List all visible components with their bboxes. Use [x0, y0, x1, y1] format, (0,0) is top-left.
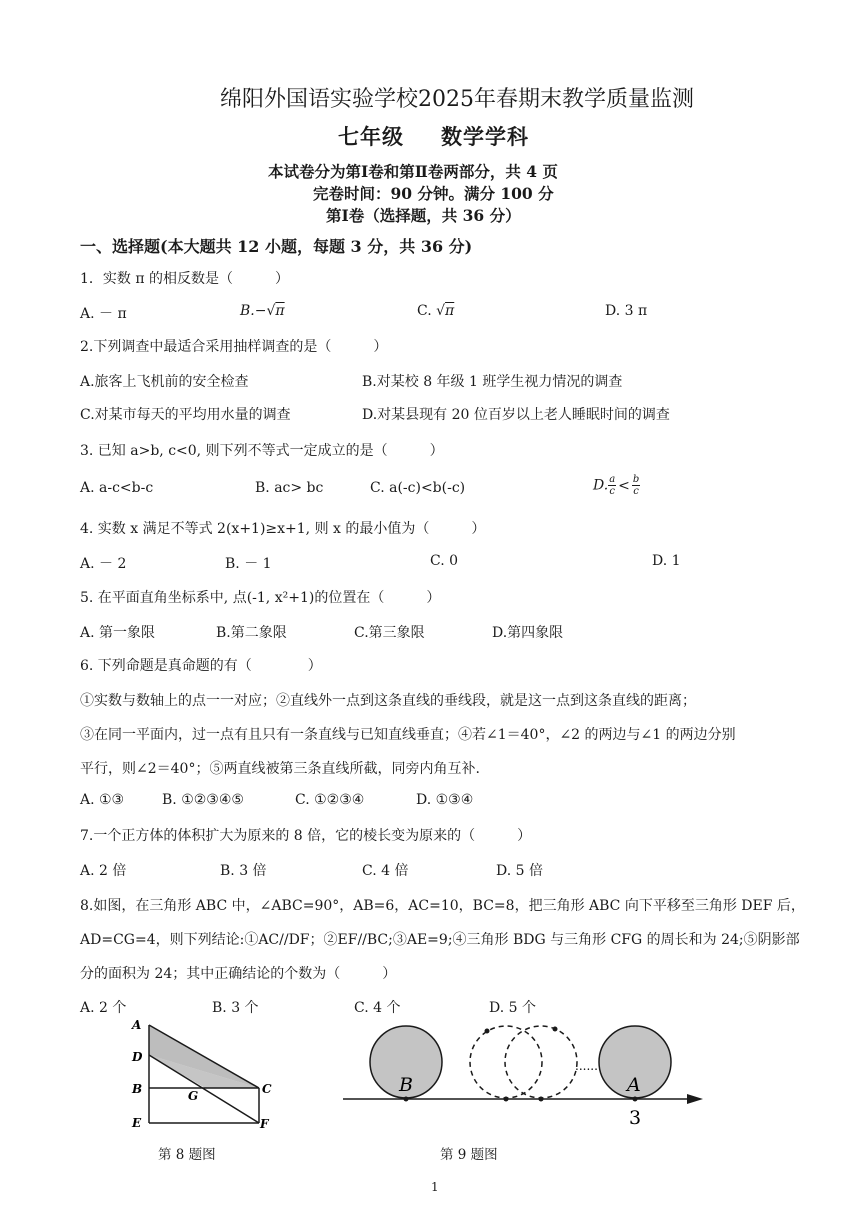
question-8-option-b: B. 3 个 [212, 1000, 259, 1016]
question-2-option-a: A.旅客上飞机前的安全检查 [80, 374, 249, 390]
question-5-option-b: B.第二象限 [216, 625, 287, 641]
question-7-option-a: A. 2 倍 [80, 863, 127, 879]
question-3-option-d: D. $\frac{a}{c}$ < $\frac{b}{c}$ [593, 474, 640, 497]
contact-point-2 [539, 1097, 544, 1102]
label-e: E [132, 1116, 142, 1130]
question-7-option-c: C. 4 倍 [362, 863, 409, 879]
question-1-option-b: B.−√π [240, 303, 285, 319]
question-7-option-b: B. 3 倍 [220, 863, 267, 879]
exam-info-pages: 本试卷分为第Ⅰ卷和第Ⅱ卷两部分，共 4 页 [268, 162, 558, 181]
question-1-stem: 1．实数 π 的相反数是（ ） [80, 271, 290, 287]
question-8-line-1: 8.如图，在三角形 ABC 中，∠ABC=90°，AB=6，AC=10，BC=8，把三角形 ABC 向下平移至三角形 DEF 后， [80, 898, 805, 914]
label-a: A [132, 1018, 142, 1032]
question-6-option-d: D. ①③④ [416, 792, 474, 808]
figure-9-caption: 第 9 题图 [440, 1147, 498, 1163]
question-6-option-b: B. ①②③④⑤ [162, 792, 244, 808]
question-5-option-d: D.第四象限 [492, 625, 564, 641]
page-number: 1 [431, 1180, 439, 1194]
question-5-option-c: C.第三象限 [354, 625, 425, 641]
question-4-stem: 4. 实数 x 满足不等式 2(x+1)≥x+1, 则 x 的最小值为（ ） [80, 521, 486, 537]
question-3-option-a: A. a-c<b-c [80, 480, 154, 496]
point-b [404, 1097, 409, 1102]
question-2-option-c: C.对某市每天的平均用水量的调查 [80, 407, 291, 423]
question-6-line-3: 平行，则∠2＝40°；⑤两直线被第三条直线所截，同旁内角互补. [80, 761, 480, 777]
question-1-option-c: C. √π [417, 303, 455, 319]
arrow-icon [687, 1094, 703, 1104]
question-4-option-c: C. 0 [430, 553, 459, 569]
question-6-stem: 6. 下列命题是真命题的有（ ） [80, 658, 322, 674]
label-d: D [132, 1050, 143, 1064]
question-5-stem: 5. 在平面直角坐标系中, 点(-1, x²+1)的位置在（ ） [80, 590, 441, 606]
ellipsis-dots: ...... [575, 1059, 598, 1073]
question-7-stem: 7.一个正方体的体积扩大为原来的 8 倍，它的棱长变为原来的（ ） [80, 828, 532, 844]
exam-info-time: 完卷时间：90 分钟。满分 100 分 [313, 184, 554, 203]
label-c: C [262, 1082, 272, 1096]
label-b: B [399, 1074, 413, 1096]
figure-9-diagram [335, 1018, 710, 1133]
question-3-option-c: C. a(-c)<b(-c) [370, 480, 466, 496]
label-g: G [188, 1089, 199, 1103]
question-5-option-a: A. 第一象限 [80, 625, 156, 641]
grade-label: 七年级 [338, 124, 404, 149]
question-8-option-c: C. 4 个 [354, 1000, 401, 1016]
question-2-stem: 2.下列调查中最适合采用抽样调查的是（ ） [80, 339, 388, 355]
question-8-option-a: A. 2 个 [80, 1000, 127, 1016]
section-heading: 一、选择题(本大题共 12 小题，每题 3 分，共 36 分) [80, 237, 473, 256]
subject-label: 数学学科 [441, 124, 529, 149]
figure-8-diagram [120, 1015, 290, 1130]
question-7-option-d: D. 5 倍 [496, 863, 543, 879]
question-1-option-a: A. － π [80, 306, 127, 322]
exam-title: 绵阳外国语实验学校2025年春期末教学质量监测 [220, 87, 694, 112]
tick-label-3: 3 [629, 1107, 642, 1129]
question-2-option-b: B.对某校 8 年级 1 班学生视力情况的调查 [362, 374, 623, 390]
question-6-option-c: C. ①②③④ [295, 792, 365, 808]
question-1-option-d: D. 3 π [605, 303, 648, 319]
marker-point-1 [485, 1029, 490, 1034]
dashed-circle-2 [505, 1026, 577, 1098]
label-f: F [260, 1117, 269, 1130]
figure-8-caption: 第 8 题图 [158, 1147, 216, 1163]
question-8-line-2: AD=CG=4，则下列结论:①AC//DF；②EF//BC;③AE=9;④三角形 BDG 与三角形 CFG 的周长和为 24;⑤阴影部 [80, 932, 800, 948]
point-a [633, 1097, 638, 1102]
question-4-option-a: A. － 2 [80, 556, 127, 572]
question-4-option-b: B. － 1 [225, 556, 272, 572]
question-3-option-b: B. ac> bc [255, 480, 324, 496]
question-6-option-a: A. ①③ [80, 792, 125, 808]
label-b: B [132, 1082, 143, 1096]
dashed-circle-1 [470, 1026, 542, 1098]
part-one-heading: 第Ⅰ卷（选择题，共 36 分） [326, 206, 521, 225]
label-a: A [627, 1074, 641, 1096]
contact-point-1 [504, 1097, 509, 1102]
question-3-stem: 3. 已知 a>b, c<0, 则下列不等式一定成立的是（ ） [80, 443, 444, 459]
question-8-line-3: 分的面积为 24；其中正确结论的个数为（ ） [80, 966, 397, 982]
question-8-option-d: D. 5 个 [489, 1000, 536, 1016]
question-4-option-d: D. 1 [652, 553, 681, 569]
question-2-option-d: D.对某县现有 20 位百岁以上老人睡眠时间的调查 [362, 407, 670, 423]
question-6-line-1: ①实数与数轴上的点一一对应；②直线外一点到这条直线的垂线段，就是这一点到这条直线的距离； [80, 693, 696, 709]
marker-point-2 [553, 1027, 558, 1032]
question-6-line-2: ③在同一平面内，过一点有且只有一条直线与已知直线垂直；④若∠1＝40°，∠2 的两边与∠1 的两边分别 [80, 727, 736, 743]
